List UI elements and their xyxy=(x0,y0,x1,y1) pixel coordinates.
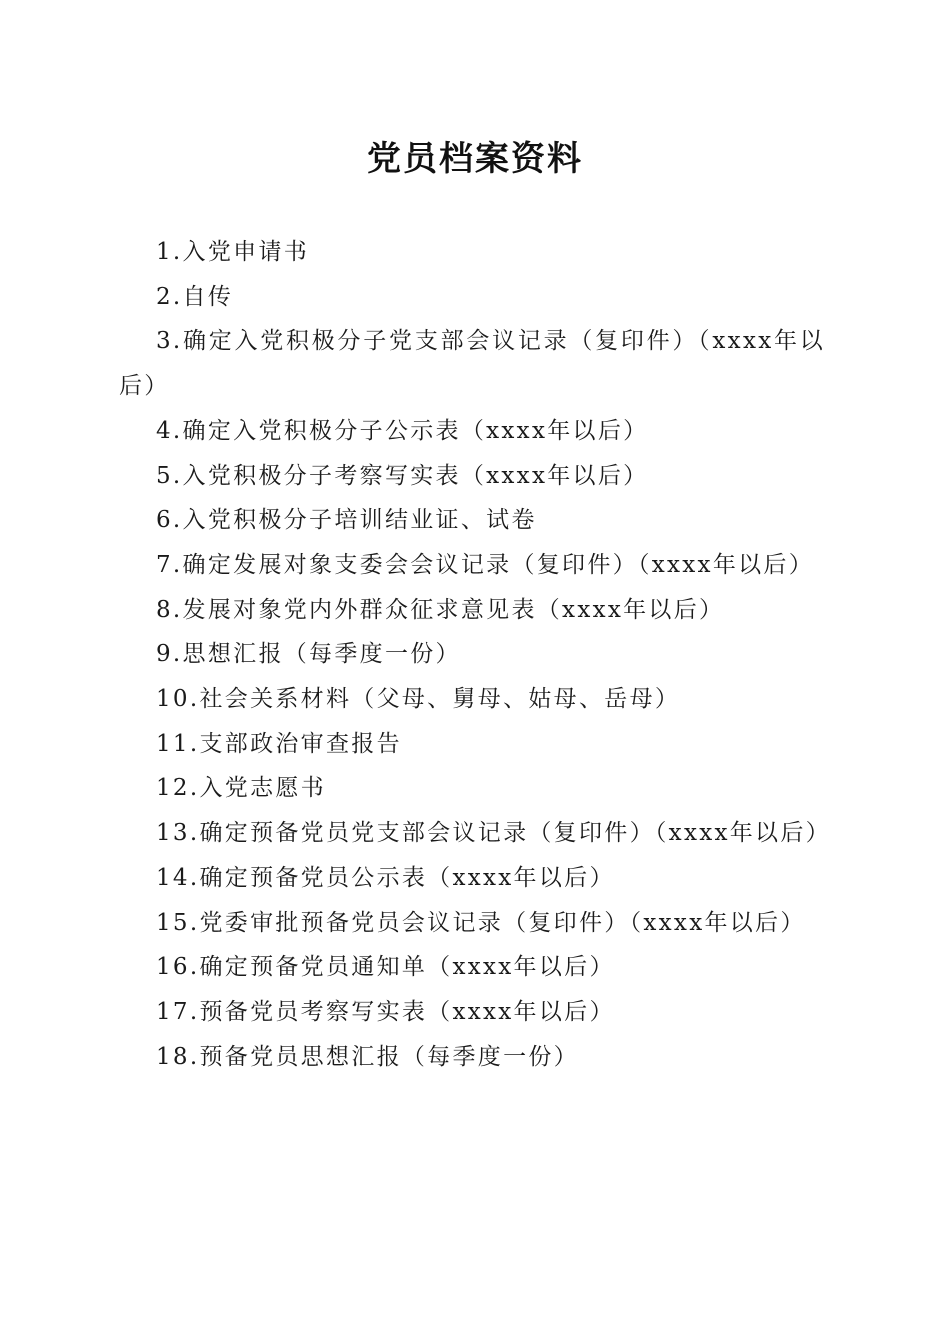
list-item: 6.入党积极分子培训结业证、试卷 xyxy=(156,507,537,534)
list-item: 11.支部政治审查报告 xyxy=(156,730,402,757)
list-item: 9.思想汇报（每季度一份） xyxy=(156,641,461,668)
list-item: 15.党委审批预备党员会议记录（复印件）（xxxx年以后） xyxy=(156,909,806,936)
list-item: 16.确定预备党员通知单（xxxx年以后） xyxy=(156,954,615,981)
list-item: 2.自传 xyxy=(156,283,234,310)
list-item: 5.入党积极分子考察写实表（xxxx年以后） xyxy=(156,462,649,489)
list-item: 12.入党志愿书 xyxy=(156,775,326,802)
list-item: 8.发展对象党内外群众征求意见表（xxxx年以后） xyxy=(156,596,725,623)
list-item: 13.确定预备党员党支部会议记录（复印件）（xxxx年以后） xyxy=(156,820,831,847)
list-item: 17.预备党员考察写实表（xxxx年以后） xyxy=(156,998,615,1025)
list-item: 1.入党申请书 xyxy=(156,239,310,265)
list-item: 14.确定预备党员公示表（xxxx年以后） xyxy=(156,864,615,891)
list-item: 10.社会关系材料（父母、舅母、姑母、岳母） xyxy=(156,686,681,713)
document-title: 党员档案资料 xyxy=(367,139,583,179)
archive-item-list xyxy=(119,230,831,1079)
list-item: 3.确定入党积极分子党支部会议记录（复印件）（xxxx年以后） xyxy=(119,328,825,400)
list-item: 7.确定发展对象支委会会议记录（复印件）（xxxx年以后） xyxy=(156,551,815,578)
list-item: 18.预备党员思想汇报（每季度一份） xyxy=(156,1043,579,1070)
list-item: 4.确定入党积极分子公示表（xxxx年以后） xyxy=(156,417,649,444)
